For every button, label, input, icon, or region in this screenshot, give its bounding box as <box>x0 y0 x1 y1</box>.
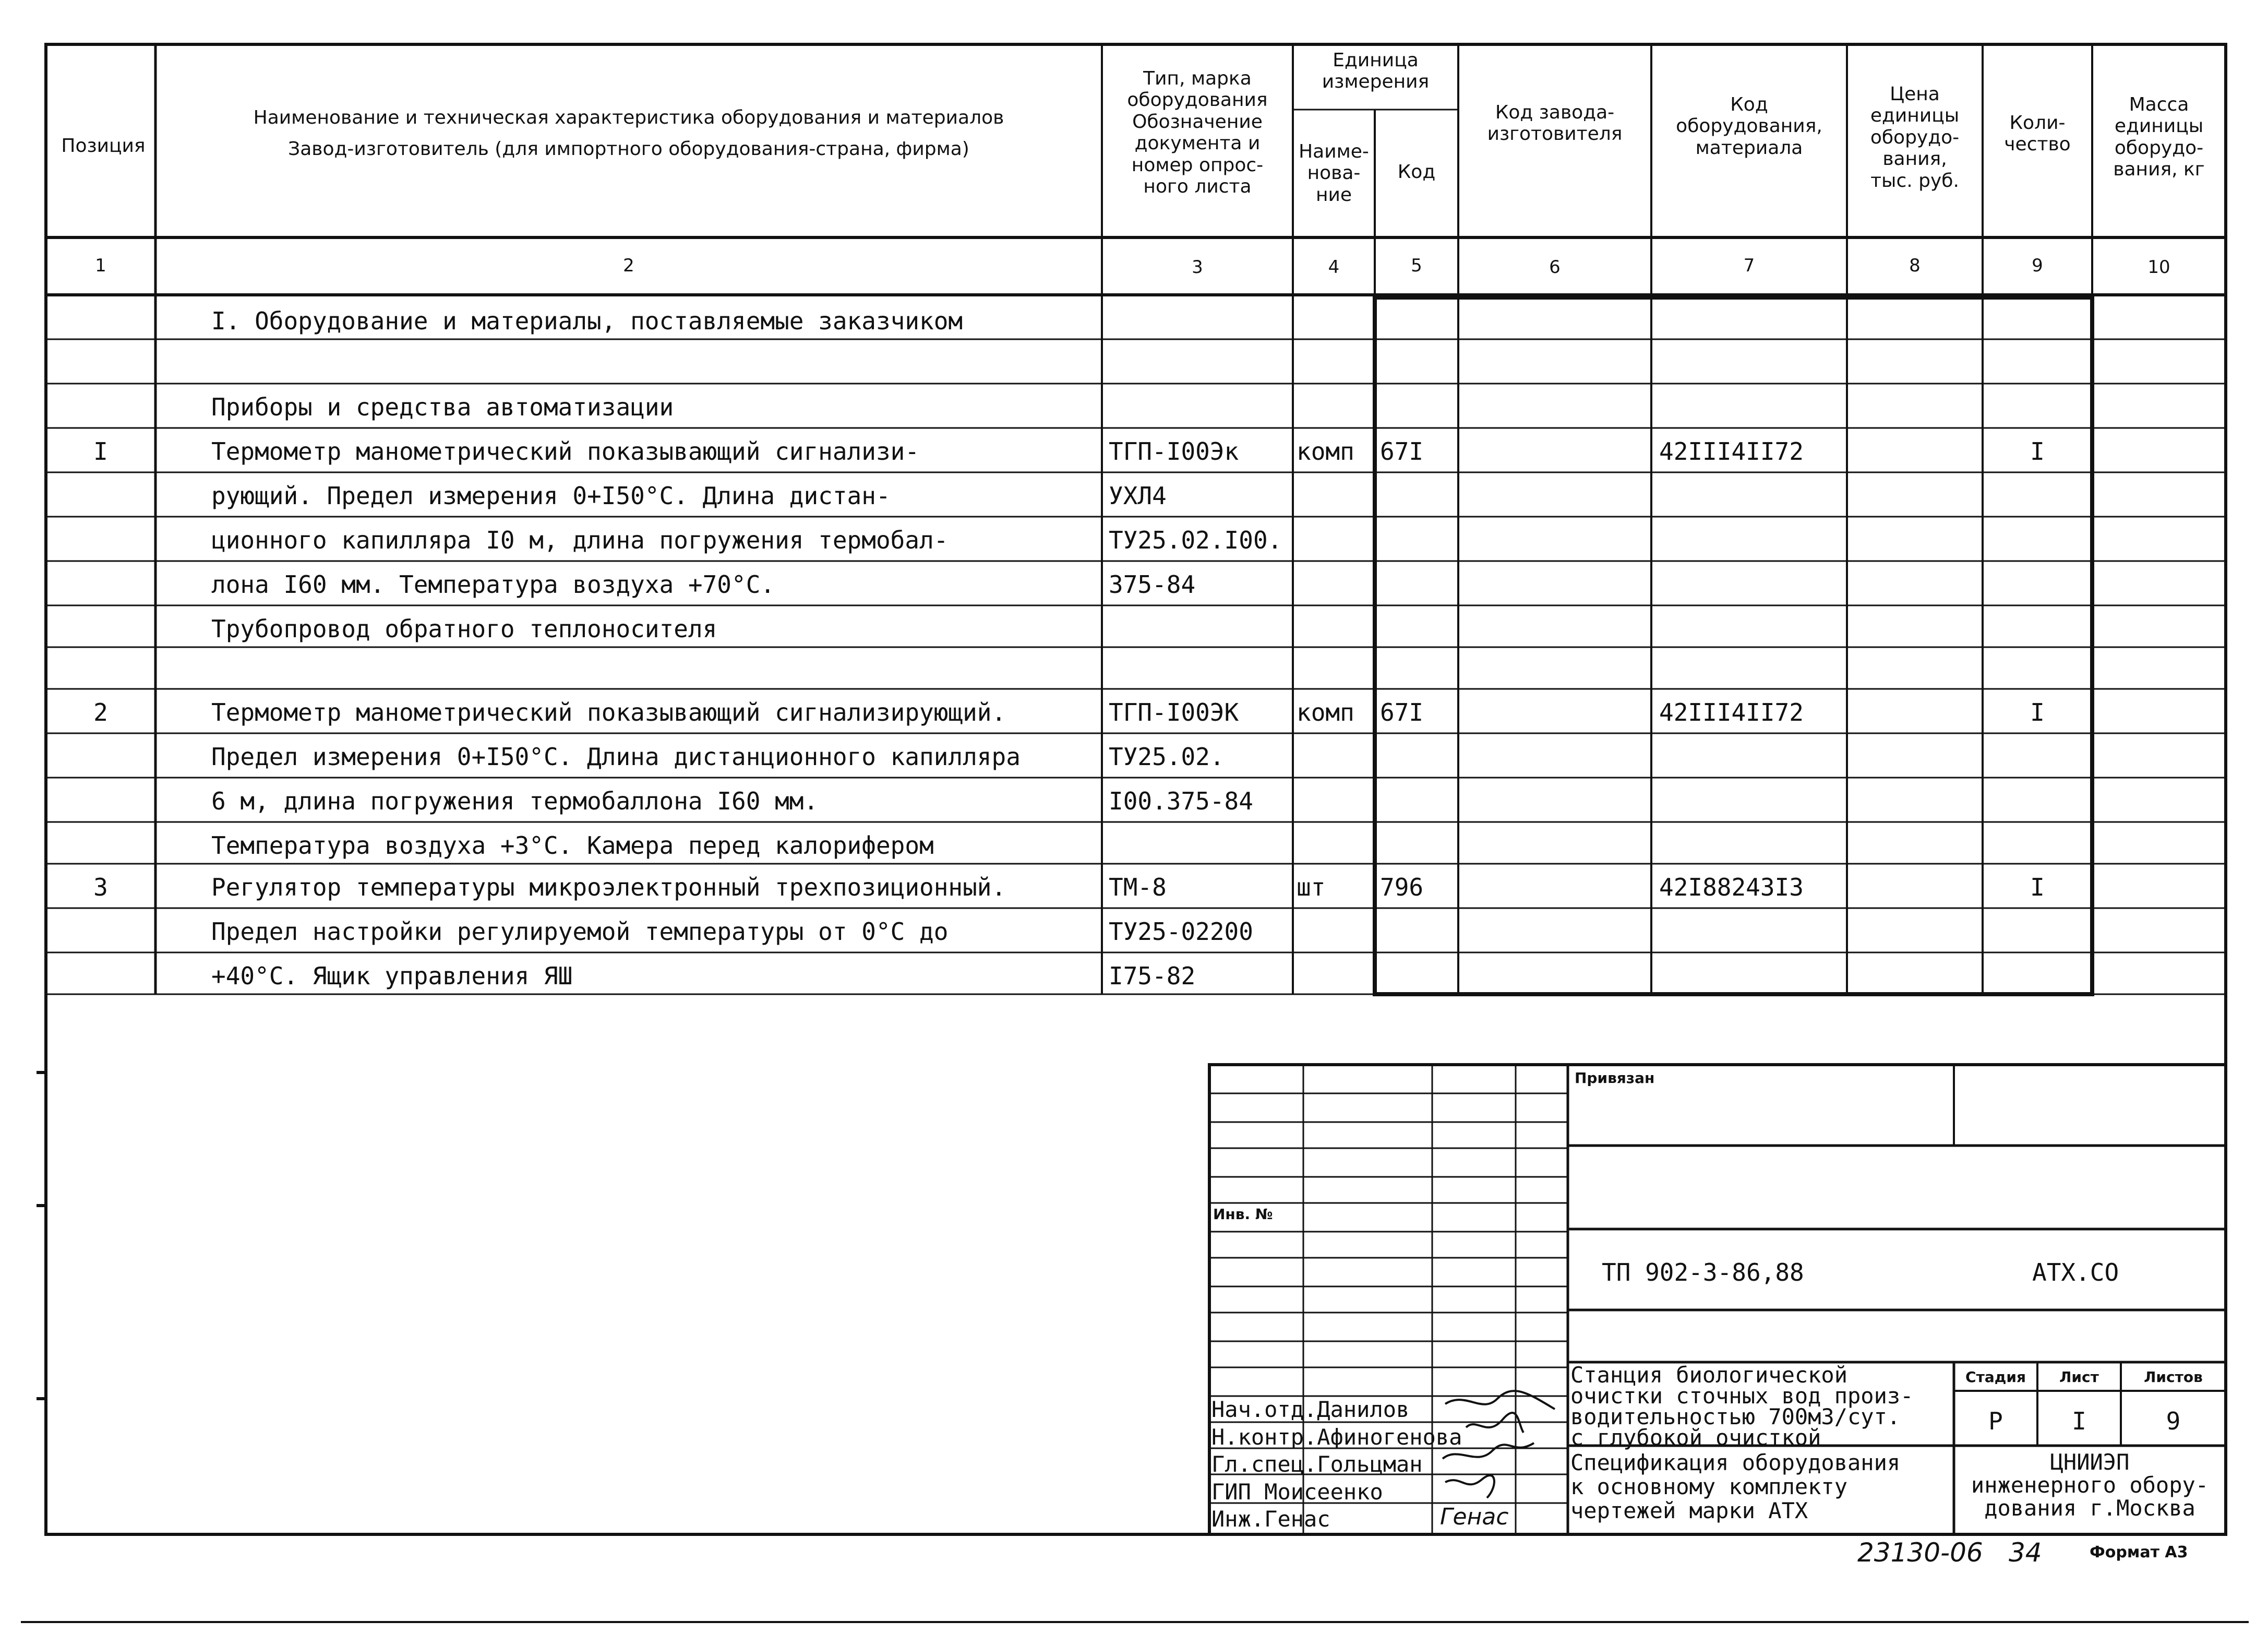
cell-type <box>1109 833 1291 866</box>
cell-type <box>1109 395 1291 427</box>
archive-number: 23130-06 <box>1857 1537 1983 1568</box>
cell-equipment-code <box>1659 745 1847 777</box>
cell-position <box>46 617 155 649</box>
cell-name: Термометр манометрический показывающий сигнализирующий. <box>211 700 1006 726</box>
cell-name: Приборы и средства автоматизации <box>211 395 674 421</box>
col-number-10: 10 <box>2147 257 2170 278</box>
cell-position <box>46 789 155 821</box>
cell-type: ТУ25.02.I00. <box>1109 528 1282 554</box>
stage-label: Стадия <box>1965 1368 2026 1386</box>
cell-equipment-code: 42I88243I3 <box>1659 875 1804 901</box>
cell-name: рующий. Предел измерения 0+I50°С. Длина дистан- <box>211 484 891 510</box>
cell-quantity <box>1983 833 2092 866</box>
cell-quantity <box>1983 528 2092 561</box>
cell-unit <box>1297 833 1375 866</box>
cell-unit-code <box>1380 395 1458 427</box>
cell-type: ТГП-I00ЭК <box>1109 700 1239 726</box>
document-code: АТХ.СО <box>2032 1258 2119 1286</box>
cell-name: 6 м, длина погружения термобаллона I60 мм. <box>211 789 819 815</box>
cell-name: Предел измерения 0+I50°С. Длина дистанционного капилляра <box>211 745 1021 771</box>
header-equipment-code: Код оборудования, материала <box>1676 94 1822 159</box>
cell-type: ТУ25-02200 <box>1109 920 1253 946</box>
cell-unit-code: 67I <box>1380 439 1424 466</box>
cell-type <box>1109 617 1291 649</box>
cell-unit-code <box>1380 920 1458 952</box>
cell-type: 375-84 <box>1109 573 1196 599</box>
cell-type <box>1109 309 1291 341</box>
cell-name <box>211 659 1098 691</box>
cell-quantity <box>1983 351 2092 383</box>
cell-equipment-code: 42III4II72 <box>1659 439 1804 466</box>
cell-position <box>46 573 155 605</box>
cell-quantity <box>1983 617 2092 649</box>
cell-equipment-code: 42III4II72 <box>1659 700 1804 726</box>
header-price: Цена единицы оборудо- вания, тыс. руб. <box>1870 84 1960 192</box>
cell-name: +40°С. Ящик управления ЯШ <box>211 964 573 990</box>
cell-type: ТМ-8 <box>1109 875 1167 901</box>
signature-table <box>1211 1396 1462 1533</box>
cell-name: I. Оборудование и материалы, поставляемые заказчиком <box>211 309 963 335</box>
signature-row: Инж.Генас <box>1211 1506 1330 1532</box>
signature-mark-3 <box>1443 1443 1534 1459</box>
cell-unit-code <box>1380 745 1458 777</box>
specification-title: Спецификация оборудования к основному комплекту чертежей марки АТХ <box>1570 1450 1901 1524</box>
cell-equipment-code <box>1659 573 1847 605</box>
header-name-line1: Наименование и техническая характеристика оборудования и материалов <box>253 107 1004 128</box>
cell-quantity <box>1983 573 2092 605</box>
cell-position: 3 <box>93 875 108 901</box>
header-mass: Масса единицы оборудо- вания, кг <box>2113 94 2205 181</box>
signature-mark-last: Генас <box>1440 1504 1509 1530</box>
cell-unit <box>1297 659 1375 691</box>
cell-equipment-code <box>1659 920 1847 952</box>
cell-unit-code: 796 <box>1380 875 1424 901</box>
cell-name: лона I60 мм. Температура воздуха +70°С. <box>211 573 775 599</box>
cell-type: ТГП-I00Эк <box>1109 439 1239 466</box>
cell-unit <box>1297 745 1375 777</box>
cell-quantity <box>1983 789 2092 821</box>
col-number-5: 5 <box>1411 255 1422 276</box>
signature-row: Гл.спец.Гольцман <box>1211 1451 1423 1477</box>
cell-quantity <box>1983 964 2092 996</box>
cell-position <box>46 964 155 996</box>
cell-unit-code <box>1380 964 1458 996</box>
signature-row: ГИП Моисеенко <box>1211 1479 1383 1505</box>
sheet-label: Лист <box>2059 1368 2099 1386</box>
cell-name: Предел настройки регулируемой температуры от 0°С до <box>211 920 949 946</box>
cell-position <box>46 351 155 383</box>
cell-unit-code <box>1380 573 1458 605</box>
stage-value: Р <box>1988 1407 2003 1435</box>
cell-equipment-code <box>1659 351 1847 383</box>
cell-position <box>46 484 155 516</box>
col-number-3: 3 <box>1192 257 1203 278</box>
cell-position <box>46 395 155 427</box>
signature-mark-2 <box>1466 1413 1523 1433</box>
cell-quantity <box>1983 659 2092 691</box>
col-number-6: 6 <box>1549 257 1561 278</box>
cell-type: ТУ25.02. <box>1109 745 1225 771</box>
cell-unit: комп <box>1297 700 1354 726</box>
header-name-line2: Завод-изготовитель (для импортного оборудования-страна, фирма) <box>288 138 969 160</box>
header-unit-code: Код <box>1397 161 1436 183</box>
cell-unit-code <box>1380 659 1458 691</box>
cell-equipment-code <box>1659 617 1847 649</box>
cell-type <box>1109 351 1291 383</box>
cell-unit <box>1297 573 1375 605</box>
cell-unit-code <box>1380 484 1458 516</box>
cell-equipment-code <box>1659 395 1847 427</box>
cell-quantity <box>1983 745 2092 777</box>
cell-unit <box>1297 528 1375 561</box>
cell-equipment-code <box>1659 309 1847 341</box>
header-unit-name: Наиме- нова- ние <box>1299 141 1369 206</box>
cell-position <box>46 833 155 866</box>
cell-position <box>46 659 155 691</box>
cell-quantity <box>1983 920 2092 952</box>
cell-position: I <box>93 439 108 466</box>
page-mark: 34 <box>2009 1537 2042 1568</box>
cell-type: УХЛ4 <box>1109 484 1167 510</box>
sheet-value: I <box>2072 1407 2086 1435</box>
cell-unit <box>1297 395 1375 427</box>
cell-equipment-code <box>1659 659 1847 691</box>
cell-quantity <box>1983 309 2092 341</box>
cell-position <box>46 309 155 341</box>
format-label: Формат А3 <box>2090 1543 2188 1562</box>
cell-unit-code <box>1380 351 1458 383</box>
cell-unit: шт <box>1297 875 1326 901</box>
project-title: Станция биологической очистки сточных вод произ- водительностью 700м3/сут. с глубокой очисткой <box>1570 1362 1914 1450</box>
cell-name: Термометр манометрический показывающий сигнализи- <box>211 439 920 466</box>
cell-name: ционного капилляра I0 м, длина погружения термобал- <box>211 528 949 554</box>
organization: ЦНИИЭП инженерного обору- дования г.Москва <box>1971 1449 2209 1521</box>
signature-mark-4 <box>1445 1475 1494 1498</box>
cell-name: Температура воздуха +3°С. Камера перед калорифером <box>211 833 934 860</box>
cell-unit: комп <box>1297 439 1354 466</box>
cell-name: Трубопровод обратного теплоносителя <box>211 617 717 643</box>
privyazan-label: Привязан <box>1575 1069 1655 1087</box>
col-number-1: 1 <box>95 255 106 276</box>
signature-row: Н.контр.Афиногенова <box>1211 1424 1462 1450</box>
cell-type: I75-82 <box>1109 964 1196 990</box>
cell-position <box>46 920 155 952</box>
cell-unit-code <box>1380 833 1458 866</box>
cell-unit <box>1297 789 1375 821</box>
cell-name <box>211 351 1098 383</box>
col-number-2: 2 <box>623 255 634 276</box>
cell-unit-code <box>1380 309 1458 341</box>
cell-quantity <box>1983 484 2092 516</box>
header-unit-group: Единица измерения <box>1322 50 1430 93</box>
cell-equipment-code <box>1659 833 1847 866</box>
cell-unit <box>1297 920 1375 952</box>
cell-quantity: I <box>2030 439 2045 466</box>
cell-unit <box>1297 964 1375 996</box>
cell-unit-code <box>1380 617 1458 649</box>
cell-unit-code: 67I <box>1380 700 1424 726</box>
cell-unit <box>1297 484 1375 516</box>
col-number-7: 7 <box>1743 255 1755 276</box>
header-type: Тип, марка оборудования Обозначение документа и номер опрос- ного листа <box>1127 68 1268 197</box>
cell-name: Регулятор температуры микроэлектронный трехпозиционный. <box>211 875 1006 901</box>
cell-equipment-code <box>1659 789 1847 821</box>
col-number-8: 8 <box>1909 255 1921 276</box>
col-number-9: 9 <box>2032 255 2043 276</box>
cell-unit <box>1297 309 1375 341</box>
cell-quantity <box>1983 395 2092 427</box>
col-number-4: 4 <box>1328 257 1340 278</box>
sheets-label: Листов <box>2144 1368 2203 1386</box>
inventory-number-label: Инв. № <box>1213 1206 1273 1223</box>
cell-position: 2 <box>93 700 108 726</box>
cell-quantity: I <box>2030 875 2045 901</box>
signature-row: Нач.отд.Данилов <box>1211 1397 1410 1422</box>
cell-unit <box>1297 617 1375 649</box>
header-position: Позиция <box>61 135 146 157</box>
cell-position <box>46 528 155 561</box>
cell-type <box>1109 659 1291 691</box>
header-factory-code: Код завода- изготовителя <box>1487 102 1623 145</box>
cell-unit <box>1297 351 1375 383</box>
document-number: ТП 902-3-86,88 <box>1602 1258 1804 1286</box>
cell-equipment-code <box>1659 528 1847 561</box>
cell-equipment-code <box>1659 484 1847 516</box>
cell-equipment-code <box>1659 964 1847 996</box>
sheets-value: 9 <box>2166 1407 2181 1435</box>
cell-unit-code <box>1380 528 1458 561</box>
signature-mark-1 <box>1445 1391 1555 1409</box>
header-quantity: Коли- чество <box>2004 112 2071 156</box>
cell-position <box>46 745 155 777</box>
cell-type: I00.375-84 <box>1109 789 1253 815</box>
cell-quantity: I <box>2030 700 2045 726</box>
cell-unit-code <box>1380 789 1458 821</box>
